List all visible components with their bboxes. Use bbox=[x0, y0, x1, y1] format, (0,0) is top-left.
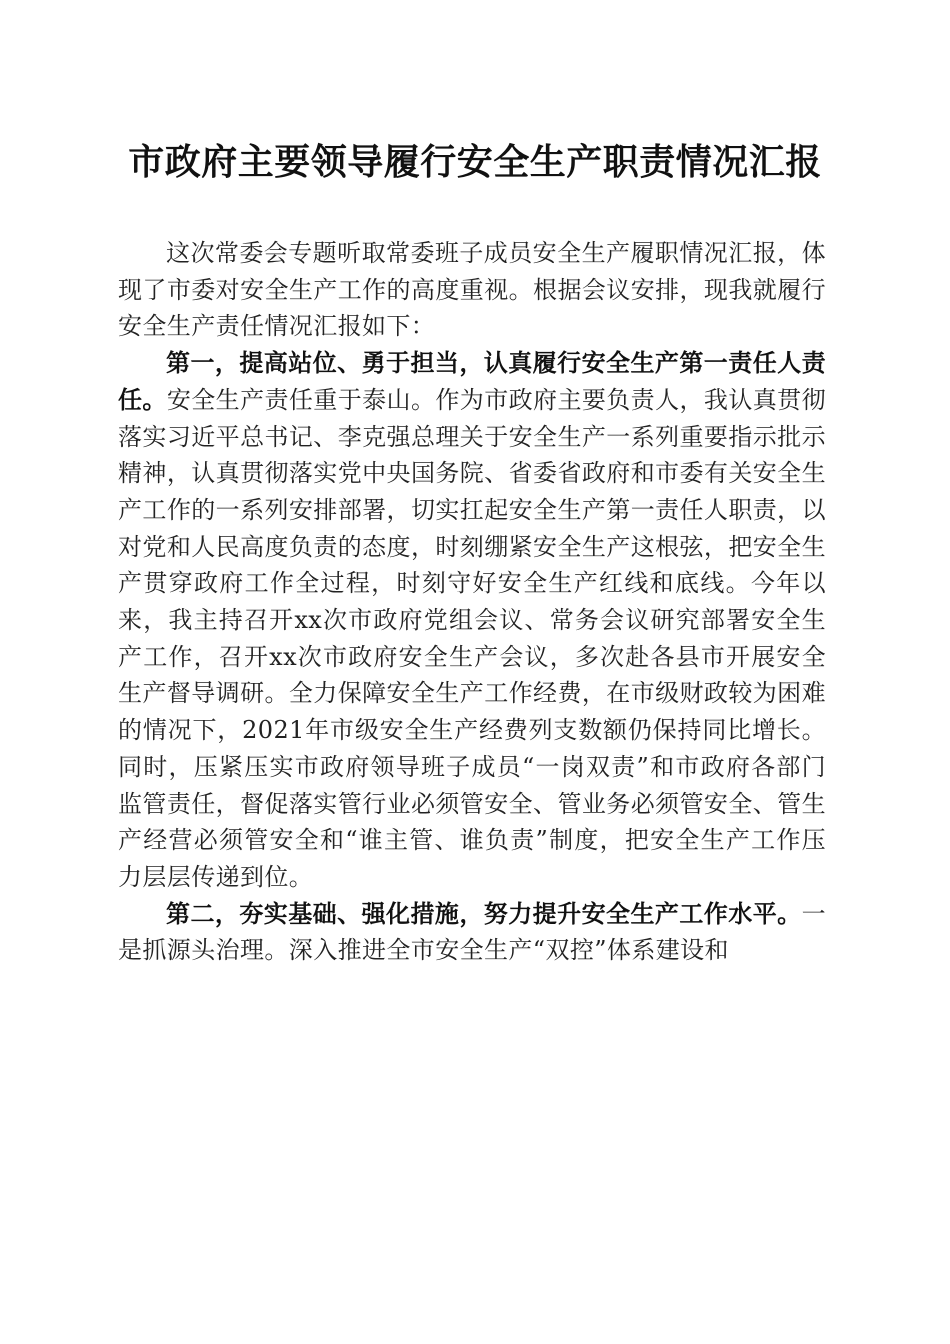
paragraph-first-point-heading: 第一，提高站位、勇于担当，认真履行安全生产第一责任人责任。 bbox=[118, 348, 826, 414]
paragraph-first-point-text: 安全生产责任重于泰山。作为市政府主要负责人，我认真贯彻落实习近平总书记、李克强总理关于安全生产一系列重要指示批示精神，认真贯彻落实党中央国务院、省委省政府和市委有关安全生产工作的一系列安排部署，切实扛起安全生产第一责任人职责，以对党和人民高度负责的态度，时刻绷紧安全生产这根弦，把安全生产贯穿政府工作全过程，时刻守好安全生产红线和底线。今年以来，我主持召开xx次市政府党组会议、常务会议研究部署安全生产工作，召开xx次市政府安全生产会议，多次赴各县市开展安全生产督导调研。全力保障安全生产工作经费，在市级财政较为困难的情况下，2021年市级安全生产经费列支数额仍保持同比增长。同时，压紧压实市政府领导班子成员“一岗双责”和市政府各部门监管责任，督促落实管行业必须管安全、管业务必须管安全、管生产经营必须管安全和“谁主管、谁负责”制度，把安全生产工作压力层层传递到位。 bbox=[118, 385, 826, 891]
paragraph-second-point-text: 一是抓源头治理。深入推进全市安全生产“双控”体系建设和 bbox=[118, 899, 826, 965]
paragraph-second-point bbox=[118, 896, 826, 969]
document-body bbox=[118, 235, 826, 969]
document-title: 市政府主要领导履行安全生产职责情况汇报 bbox=[128, 141, 822, 183]
paragraph-second-point-heading: 第二，夯实基础、强化措施，努力提升安全生产工作水平。 bbox=[166, 898, 802, 928]
paragraph-intro-text: 这次常委会专题听取常委班子成员安全生产履职情况汇报，体现了市委对安全生产工作的高度重视。根据会议安排，现我就履行安全生产责任情况汇报如下： bbox=[118, 239, 826, 341]
paragraph-intro bbox=[118, 235, 826, 345]
paragraph-first-point bbox=[118, 345, 826, 896]
